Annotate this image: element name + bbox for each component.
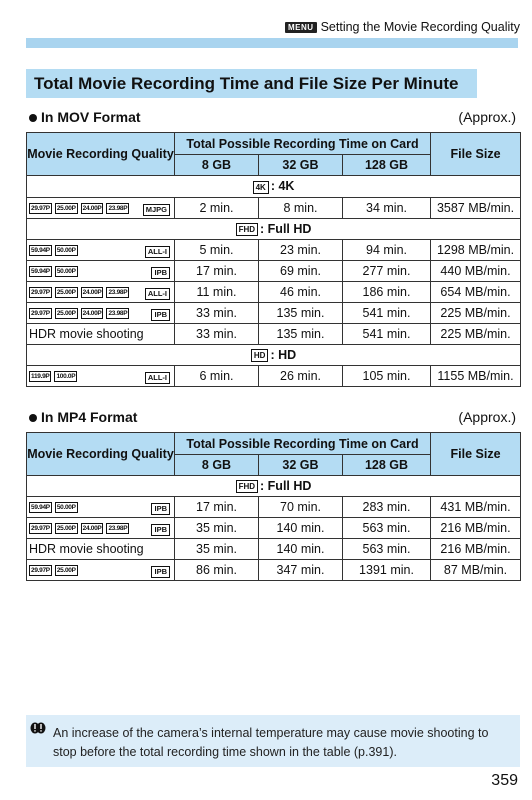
- mov-heading-label: In MOV Format: [41, 109, 141, 125]
- category-row-full-hd: [27, 219, 521, 240]
- file-size: 654 MB/min.: [431, 282, 521, 303]
- col-header-quality: Movie Recording Quality: [27, 133, 175, 176]
- time-128gb: 283 min.: [343, 497, 431, 518]
- file-size: 225 MB/min.: [431, 324, 521, 345]
- file-size: 1298 MB/min.: [431, 240, 521, 261]
- table-row: [27, 518, 521, 539]
- frame-rate-icon: 50.00P: [56, 246, 76, 254]
- time-128gb: 541 min.: [343, 324, 431, 345]
- compression-icon: ALL-I: [145, 288, 170, 300]
- col-header-quality: Movie Recording Quality: [27, 433, 175, 476]
- table-row: [27, 366, 521, 387]
- compression-icon: MJPG: [143, 204, 170, 216]
- time-32gb: 70 min.: [259, 497, 343, 518]
- time-32gb: 135 min.: [259, 303, 343, 324]
- frame-rate-icon: 29.97P: [31, 309, 50, 317]
- quality-cell: [27, 518, 175, 539]
- mov-section-heading: [26, 109, 518, 129]
- quality-cell: [27, 497, 175, 518]
- hd-size-icon: HD: [251, 349, 269, 362]
- col-header-file-size: File Size: [431, 433, 521, 476]
- frame-rate-icon: 59.94P: [31, 267, 50, 275]
- time-8gb: 5 min.: [175, 240, 259, 261]
- col-header-128gb: 128 GB: [343, 455, 431, 476]
- frame-rate-icon: 25.00P: [56, 204, 76, 212]
- page-title: Total Movie Recording Time and File Size Per Minute: [34, 74, 459, 93]
- category-label: : 4K: [270, 179, 295, 194]
- time-8gb: 2 min.: [175, 198, 259, 219]
- category-row-full-hd: [27, 476, 521, 497]
- section-title: Setting the Movie Recording Quality: [320, 20, 520, 34]
- col-header-total-time: Total Possible Recording Time on Card: [175, 433, 431, 455]
- quality-cell: [27, 198, 175, 219]
- frame-rate-icon: 25.00P: [56, 524, 76, 532]
- caution-note: [26, 715, 520, 767]
- mp4-section-heading: [26, 409, 518, 429]
- frame-rate-icon: 59.94P: [31, 503, 50, 511]
- table-row: [27, 240, 521, 261]
- running-header-text: [285, 20, 520, 34]
- time-128gb: 277 min.: [343, 261, 431, 282]
- mov-table: [26, 132, 521, 387]
- time-128gb: 34 min.: [343, 198, 431, 219]
- bullet-icon: [29, 114, 37, 122]
- frame-rate-icon: 24.00P: [82, 204, 102, 212]
- time-8gb: 17 min.: [175, 497, 259, 518]
- quality-cell: [27, 366, 175, 387]
- frame-rate-icon: 59.94P: [31, 246, 50, 254]
- frame-rate-icon: 24.00P: [82, 524, 102, 532]
- compression-light-icon: IPB: [151, 566, 170, 578]
- header-rule: [26, 38, 518, 48]
- time-8gb: 86 min.: [175, 560, 259, 581]
- time-8gb: 11 min.: [175, 282, 259, 303]
- table-row-hdr: [27, 539, 521, 560]
- quality-cell: [27, 261, 175, 282]
- frame-rate-icon: 24.00P: [82, 309, 102, 317]
- frame-rate-icon: 25.00P: [56, 288, 76, 296]
- time-128gb: 541 min.: [343, 303, 431, 324]
- page-number: 359: [491, 772, 518, 789]
- quality-cell: [27, 303, 175, 324]
- col-header-total-time: Total Possible Recording Time on Card: [175, 133, 431, 155]
- bullet-icon: [29, 414, 37, 422]
- table-row: [27, 560, 521, 581]
- mov-approx: (Approx.): [458, 109, 516, 125]
- quality-cell: [27, 240, 175, 261]
- col-header-8gb: 8 GB: [175, 455, 259, 476]
- frame-rate-icon: 29.97P: [31, 566, 50, 574]
- menu-icon: MENU: [285, 22, 317, 33]
- time-128gb: 1391 min.: [343, 560, 431, 581]
- time-8gb: 35 min.: [175, 539, 259, 560]
- time-128gb: 563 min.: [343, 518, 431, 539]
- frame-rate-icon: 24.00P: [82, 288, 102, 296]
- file-size: 3587 MB/min.: [431, 198, 521, 219]
- compression-icon: IPB: [151, 503, 170, 515]
- frame-rate-icon: 29.97P: [31, 288, 50, 296]
- category-label: : Full HD: [260, 221, 312, 236]
- caution-note-text: An increase of the camera’s internal temperature may cause movie shooting to stop before the total recording time shown in the table (p.391).: [53, 726, 489, 759]
- col-header-32gb: 32 GB: [259, 455, 343, 476]
- caution-icon: [30, 722, 46, 734]
- category-label: : HD: [270, 347, 297, 362]
- file-size: 216 MB/min.: [431, 539, 521, 560]
- time-8gb: 35 min.: [175, 518, 259, 539]
- time-32gb: 26 min.: [259, 366, 343, 387]
- table-row: [27, 303, 521, 324]
- frame-rate-icon: 23.98P: [108, 309, 128, 317]
- time-128gb: 105 min.: [343, 366, 431, 387]
- frame-rate-icon: 23.98P: [108, 204, 128, 212]
- col-header-file-size: File Size: [431, 133, 521, 176]
- time-128gb: 563 min.: [343, 539, 431, 560]
- time-32gb: 135 min.: [259, 324, 343, 345]
- table-row: [27, 198, 521, 219]
- fhd-size-icon: FHD: [236, 223, 258, 236]
- col-header-8gb: 8 GB: [175, 155, 259, 176]
- frame-rate-icon: 50.00P: [56, 267, 76, 275]
- mp4-table: [26, 432, 521, 581]
- table-row: [27, 282, 521, 303]
- time-128gb: 186 min.: [343, 282, 431, 303]
- 4k-size-icon: 4K: [253, 181, 269, 194]
- compression-icon: ALL-I: [145, 246, 170, 258]
- frame-rate-icon: 119.9P: [31, 372, 50, 380]
- compression-icon: IPB: [151, 524, 170, 536]
- time-8gb: 33 min.: [175, 324, 259, 345]
- table-row: [27, 497, 521, 518]
- time-32gb: 347 min.: [259, 560, 343, 581]
- time-128gb: 94 min.: [343, 240, 431, 261]
- time-8gb: 6 min.: [175, 366, 259, 387]
- frame-rate-icon: 29.97P: [31, 204, 50, 212]
- col-header-32gb: 32 GB: [259, 155, 343, 176]
- time-32gb: 46 min.: [259, 282, 343, 303]
- time-32gb: 140 min.: [259, 539, 343, 560]
- compression-icon: ALL-I: [145, 372, 170, 384]
- file-size: 87 MB/min.: [431, 560, 521, 581]
- page-title-box: [26, 69, 477, 98]
- file-size: 1155 MB/min.: [431, 366, 521, 387]
- frame-rate-icon: 29.97P: [31, 524, 50, 532]
- col-header-128gb: 128 GB: [343, 155, 431, 176]
- file-size: 216 MB/min.: [431, 518, 521, 539]
- frame-rate-icon: 50.00P: [56, 503, 76, 511]
- category-label: : Full HD: [260, 478, 312, 493]
- time-32gb: 23 min.: [259, 240, 343, 261]
- file-size: 440 MB/min.: [431, 261, 521, 282]
- frame-rate-icon: 23.98P: [108, 288, 128, 296]
- hdr-label: HDR movie shooting: [27, 539, 175, 560]
- frame-rate-icon: 100.0P: [56, 372, 76, 380]
- hdr-label: HDR movie shooting: [27, 324, 175, 345]
- time-8gb: 33 min.: [175, 303, 259, 324]
- time-32gb: 8 min.: [259, 198, 343, 219]
- compression-icon: IPB: [151, 267, 170, 279]
- mp4-heading-label: In MP4 Format: [41, 409, 138, 425]
- table-row: [27, 261, 521, 282]
- frame-rate-icon: 25.00P: [56, 566, 76, 574]
- frame-rate-icon: 23.98P: [108, 524, 128, 532]
- fhd-size-icon: FHD: [236, 480, 258, 493]
- time-32gb: 69 min.: [259, 261, 343, 282]
- table-row-hdr: [27, 324, 521, 345]
- category-row-hd: [27, 345, 521, 366]
- file-size: 225 MB/min.: [431, 303, 521, 324]
- file-size: 431 MB/min.: [431, 497, 521, 518]
- frame-rate-icon: 25.00P: [56, 309, 76, 317]
- compression-icon: IPB: [151, 309, 170, 321]
- category-row-4k: [27, 176, 521, 198]
- mp4-approx: (Approx.): [458, 409, 516, 425]
- time-8gb: 17 min.: [175, 261, 259, 282]
- time-32gb: 140 min.: [259, 518, 343, 539]
- quality-cell: [27, 282, 175, 303]
- running-header: [0, 0, 532, 40]
- quality-cell: [27, 560, 175, 581]
